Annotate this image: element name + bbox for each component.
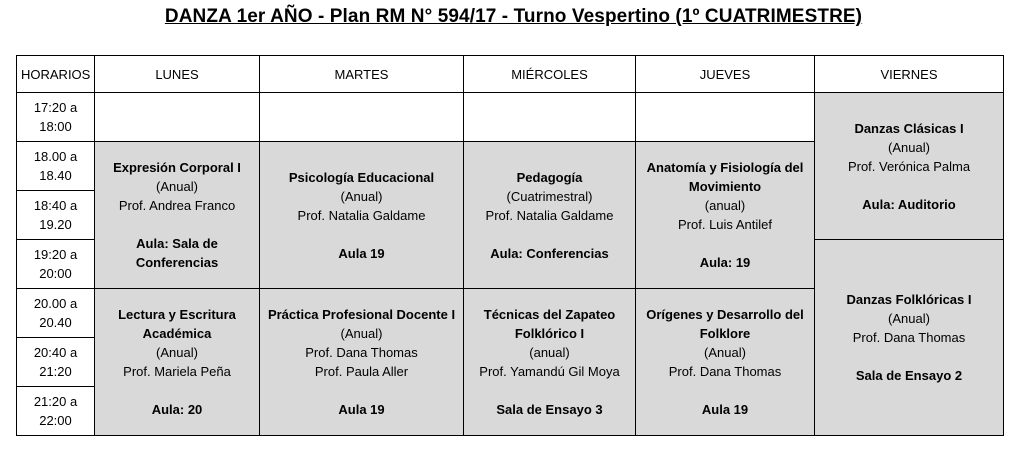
time-start: 17:20 a — [33, 100, 78, 115]
subject-name: Danzas Folklóricas I — [846, 292, 972, 307]
time-start: 19:20 a — [33, 247, 78, 262]
class-cell-zapateo — [464, 289, 636, 436]
classroom: Aula 19 — [701, 402, 749, 417]
empty-cell — [636, 93, 815, 142]
header-viernes: VIERNES — [815, 56, 1004, 93]
header-row — [17, 56, 1004, 93]
subject-name: Lectura y Escritura — [118, 307, 236, 322]
time-start: 18.00 a — [33, 149, 78, 164]
class-cell-lectura-escritura — [95, 289, 260, 436]
empty-cell — [95, 93, 260, 142]
time-slot — [17, 191, 95, 240]
professor: Prof. Yamandú Gil Moya — [479, 364, 620, 379]
time-start: 21:20 a — [33, 394, 78, 409]
time-slot — [17, 387, 95, 436]
time-slot — [17, 142, 95, 191]
subject-name-cont: Movimiento — [688, 179, 762, 194]
professor: Prof. Natalia Galdame — [485, 207, 614, 223]
table-row — [17, 93, 1004, 142]
page-title: DANZA 1er AÑO - Plan RM N° 594/17 - Turno Vespertino (1º CUATRIMESTRE) — [164, 6, 863, 27]
subject-name: Pedagogía — [516, 169, 583, 185]
class-cell-origenes-folklore — [636, 289, 815, 436]
class-cell-danzas-folkloricas — [815, 240, 1004, 436]
professor: Prof. Andrea Franco — [118, 198, 236, 213]
header-lunes: LUNES — [95, 56, 260, 93]
classroom: Aula: Auditorio — [862, 196, 956, 212]
time-end: 20.40 — [39, 315, 72, 330]
time-start: 18:40 a — [33, 198, 78, 213]
classroom: Aula: Sala de — [136, 236, 218, 251]
time-slot — [17, 240, 95, 289]
class-cell-practica-profesional — [260, 289, 464, 436]
classroom-cont: Conferencias — [135, 255, 219, 270]
time-end: 20:00 — [39, 266, 72, 281]
subject-name: Técnicas del Zapateo — [483, 307, 616, 322]
time-slot — [17, 338, 95, 387]
subject-type: (Cuatrimestral) — [506, 188, 593, 204]
time-end: 18.40 — [39, 168, 72, 183]
class-cell-pedagogia — [464, 142, 636, 289]
professor: Prof. Dana Thomas — [305, 345, 418, 360]
time-end: 21:20 — [39, 364, 72, 379]
subject-name: Expresión Corporal I — [113, 160, 241, 175]
subject-name-cont: Folklore — [699, 326, 751, 341]
subject-name: Práctica Profesional Docente I — [267, 307, 456, 322]
subject-name: Psicología Educacional — [288, 169, 435, 185]
class-cell-psicologia — [260, 142, 464, 289]
schedule-table — [16, 55, 1004, 436]
time-slot — [17, 93, 95, 142]
time-start: 20.00 a — [33, 296, 78, 311]
time-end: 18:00 — [39, 119, 72, 134]
time-slot — [17, 289, 95, 338]
header-horarios: HORARIOS — [17, 56, 95, 93]
subject-type: (Anual) — [888, 139, 930, 155]
professor: Prof. Dana Thomas — [668, 364, 782, 379]
class-cell-anatomia — [636, 142, 815, 289]
header-martes: MARTES — [260, 56, 464, 93]
subject-name-cont: Académica — [142, 326, 212, 341]
professor: Prof. Dana Thomas — [852, 330, 966, 345]
professor: Prof. Mariela Peña — [123, 364, 231, 379]
subject-name: Anatomía y Fisiología del — [646, 160, 804, 175]
classroom: Sala de Ensayo 2 — [855, 368, 963, 383]
professor: Prof. Verónica Palma — [847, 158, 971, 174]
header-jueves: JUEVES — [636, 56, 815, 93]
classroom: Aula 19 — [338, 245, 385, 261]
empty-cell — [260, 93, 464, 142]
subject-type: (Anual) — [888, 311, 930, 326]
classroom: Aula 19 — [338, 402, 385, 417]
class-cell-danzas-clasicas — [815, 93, 1004, 240]
classroom: Aula: 20 — [151, 402, 203, 417]
class-cell-expresion-corporal — [95, 142, 260, 289]
subject-name-cont: Folklórico I — [514, 326, 585, 341]
subject-type: (Anual) — [156, 179, 198, 194]
header-miercoles: MIÉRCOLES — [464, 56, 636, 93]
time-end: 19.20 — [39, 217, 72, 232]
professor: Prof. Luis Antilef — [678, 217, 772, 232]
subject-type: (anual) — [704, 198, 746, 213]
classroom: Aula: 19 — [699, 255, 751, 270]
subject-type: (Anual) — [340, 188, 383, 204]
time-end: 22:00 — [39, 413, 72, 428]
professor: Prof. Natalia Galdame — [297, 207, 426, 223]
classroom: Sala de Ensayo 3 — [496, 402, 603, 417]
time-start: 20:40 a — [33, 345, 78, 360]
subject-type: (Anual) — [340, 326, 383, 341]
classroom: Aula: Conferencias — [490, 245, 609, 261]
empty-cell — [464, 93, 636, 142]
subject-type: (anual) — [529, 345, 570, 360]
subject-type: (Anual) — [704, 345, 746, 360]
professor-2: Prof. Paula Aller — [314, 364, 409, 379]
subject-name: Danzas Clásicas I — [854, 120, 964, 136]
subject-name: Orígenes y Desarrollo del — [646, 307, 804, 322]
subject-type: (Anual) — [156, 345, 198, 360]
